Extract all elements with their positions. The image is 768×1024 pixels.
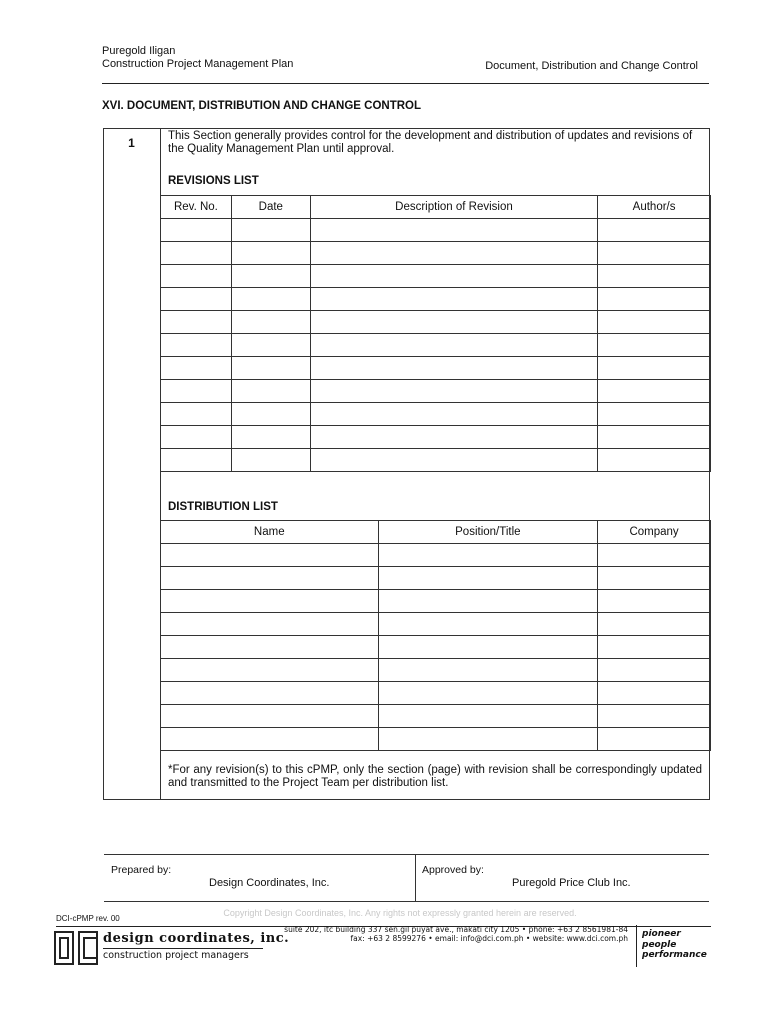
document-header-left	[102, 45, 293, 71]
table-cell[interactable]	[378, 659, 598, 682]
table-row	[161, 705, 711, 728]
plan-title: Construction Project Management Plan	[102, 58, 294, 70]
form-code: DCI-cPMP rev. 00	[56, 914, 120, 923]
table-cell[interactable]	[310, 403, 597, 426]
col-date: Date	[231, 196, 310, 219]
table-cell[interactable]	[231, 334, 310, 357]
table-cell[interactable]	[378, 590, 598, 613]
section-intro: This Section generally provides control for the development and distribution of updates and revisions of the Quality Management Plan until approval.	[168, 130, 693, 155]
table-cell[interactable]	[598, 403, 711, 426]
section-title: XVI. DOCUMENT, DISTRIBUTION AND CHANGE CONTROL	[102, 100, 422, 112]
col-company: Company	[598, 521, 711, 544]
table-row	[161, 334, 711, 357]
table-cell[interactable]	[231, 288, 310, 311]
table-cell[interactable]	[598, 636, 711, 659]
table-cell[interactable]	[161, 380, 232, 403]
copyright-notice: Copyright Design Coordinates, Inc. Any rights not expressly granted herein are reserved.	[223, 908, 577, 918]
table-cell[interactable]	[231, 403, 310, 426]
table-cell[interactable]	[598, 544, 711, 567]
table-row	[161, 403, 711, 426]
table-row	[161, 311, 711, 334]
table-cell[interactable]	[310, 449, 597, 472]
company-address	[284, 925, 628, 943]
table-cell[interactable]	[161, 242, 232, 265]
table-cell[interactable]	[161, 728, 379, 751]
table-cell[interactable]	[310, 219, 597, 242]
table-cell[interactable]	[598, 334, 711, 357]
table-cell[interactable]	[161, 311, 232, 334]
col-description: Description of Revision	[310, 196, 597, 219]
tagline-word: pioneer	[642, 929, 681, 939]
table-cell[interactable]	[598, 242, 711, 265]
table-cell[interactable]	[598, 219, 711, 242]
logo-tagline: construction project managers	[103, 948, 263, 961]
table-cell[interactable]	[310, 288, 597, 311]
tagline-word: people	[642, 939, 677, 950]
signoff-divider	[415, 854, 416, 902]
table-cell[interactable]	[598, 357, 711, 380]
table-cell[interactable]	[161, 357, 232, 380]
table-cell[interactable]	[161, 682, 379, 705]
table-row	[161, 426, 711, 449]
table-row	[161, 242, 711, 265]
table-cell[interactable]	[231, 357, 310, 380]
table-cell[interactable]	[231, 265, 310, 288]
table-row	[161, 288, 711, 311]
tagline-divider	[636, 925, 637, 967]
table-row	[161, 613, 711, 636]
table-cell[interactable]	[231, 242, 310, 265]
table-row	[161, 682, 711, 705]
table-cell[interactable]	[598, 613, 711, 636]
table-cell[interactable]	[161, 426, 232, 449]
table-cell[interactable]	[310, 311, 597, 334]
table-cell[interactable]	[161, 544, 379, 567]
table-cell[interactable]	[310, 334, 597, 357]
revision-note: *For any revision(s) to this cPMP, only the section (page) with revision shall be correspondingly updated and transmitted to the Project Team per distribution list.	[168, 764, 702, 789]
table-cell[interactable]	[598, 449, 711, 472]
table-row	[161, 728, 711, 751]
table-row	[161, 380, 711, 403]
tagline-word: performance	[642, 950, 707, 960]
table-cell[interactable]	[231, 380, 310, 403]
section-reference: Document, Distribution and Change Control	[485, 60, 698, 72]
table-cell[interactable]	[378, 682, 598, 705]
table-cell[interactable]	[161, 449, 232, 472]
table-row	[161, 449, 711, 472]
company-name: Puregold Iligan	[102, 45, 176, 57]
table-row	[161, 265, 711, 288]
table-row	[161, 544, 711, 567]
table-cell[interactable]	[598, 288, 711, 311]
table-cell[interactable]	[378, 728, 598, 751]
table-cell[interactable]	[598, 728, 711, 751]
table-cell[interactable]	[310, 242, 597, 265]
item-number: 1	[128, 136, 135, 150]
revisions-heading: REVISIONS LIST	[168, 175, 259, 187]
table-cell[interactable]	[161, 636, 379, 659]
table-cell[interactable]	[378, 613, 598, 636]
table-row	[161, 567, 711, 590]
table-cell[interactable]	[378, 636, 598, 659]
table-cell[interactable]	[598, 567, 711, 590]
table-cell[interactable]	[231, 449, 310, 472]
table-cell[interactable]	[598, 380, 711, 403]
col-authors: Author/s	[598, 196, 711, 219]
distribution-header-row	[161, 521, 711, 544]
table-cell[interactable]	[161, 334, 232, 357]
distribution-table	[160, 520, 711, 751]
table-cell[interactable]	[231, 311, 310, 334]
revisions-table	[160, 195, 711, 472]
table-cell[interactable]	[231, 219, 310, 242]
table-cell[interactable]	[598, 705, 711, 728]
table-cell[interactable]	[161, 659, 379, 682]
col-position: Position/Title	[378, 521, 598, 544]
table-cell[interactable]	[598, 311, 711, 334]
table-row	[161, 590, 711, 613]
table-cell[interactable]	[161, 567, 379, 590]
distribution-heading: DISTRIBUTION LIST	[168, 501, 278, 513]
table-cell[interactable]	[161, 613, 379, 636]
table-cell[interactable]	[231, 426, 310, 449]
prepared-by-value: Design Coordinates, Inc.	[209, 877, 330, 889]
approved-by-label: Approved by:	[422, 864, 484, 876]
table-cell[interactable]	[161, 705, 379, 728]
table-cell[interactable]	[598, 265, 711, 288]
col-name: Name	[161, 521, 379, 544]
table-row	[161, 219, 711, 242]
table-cell[interactable]	[378, 705, 598, 728]
company-tagline	[642, 929, 707, 961]
table-cell[interactable]	[161, 265, 232, 288]
table-cell[interactable]	[161, 288, 232, 311]
table-cell[interactable]	[161, 590, 379, 613]
dci-logo-icon	[54, 930, 100, 966]
table-cell[interactable]	[598, 659, 711, 682]
table-cell[interactable]	[310, 380, 597, 403]
header-divider	[102, 83, 709, 84]
table-cell[interactable]	[310, 357, 597, 380]
table-cell[interactable]	[161, 403, 232, 426]
address-line-1: suite 202, itc building 337 sen.gil puyat ave., makati city 1205 • phone: +63 2 8561981-84	[284, 925, 628, 934]
table-row	[161, 357, 711, 380]
approved-by-value: Puregold Price Club Inc.	[512, 877, 631, 889]
table-cell[interactable]	[161, 219, 232, 242]
table-cell[interactable]	[378, 567, 598, 590]
table-cell[interactable]	[378, 544, 598, 567]
table-cell[interactable]	[598, 590, 711, 613]
col-rev-no: Rev. No.	[161, 196, 232, 219]
table-cell[interactable]	[310, 426, 597, 449]
table-row	[161, 659, 711, 682]
table-cell[interactable]	[310, 265, 597, 288]
logo-wordmark: design coordinates, inc.	[103, 931, 290, 946]
revisions-header-row	[161, 196, 711, 219]
address-line-2: fax: +63 2 8599276 • email: info@dci.com.ph • website: www.dci.com.ph	[350, 934, 628, 943]
prepared-by-label: Prepared by:	[111, 864, 172, 876]
table-cell[interactable]	[598, 682, 711, 705]
table-row	[161, 636, 711, 659]
table-cell[interactable]	[598, 426, 711, 449]
